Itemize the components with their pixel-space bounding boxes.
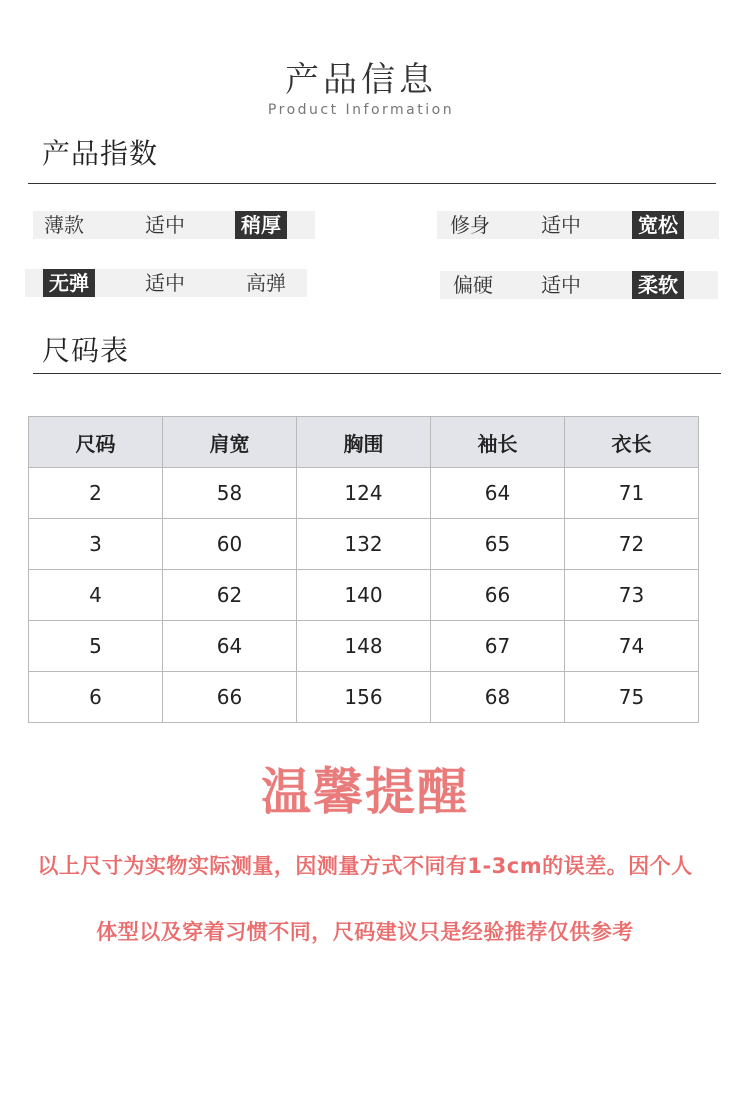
page-subtitle: Product Information [267, 102, 455, 118]
column-header-shoulder: 肩宽 [163, 417, 297, 468]
table-row [29, 621, 699, 672]
fit-scale [437, 211, 719, 239]
cell-sleeve: 66 [431, 570, 565, 621]
cell-length: 74 [565, 621, 699, 672]
cell-shoulder: 60 [163, 519, 297, 570]
thickness-option-thin: 薄款 [44, 213, 84, 237]
column-header-sleeve: 袖长 [431, 417, 565, 468]
softness-option-soft-selected: 柔软 [632, 271, 684, 299]
cell-size: 2 [29, 468, 163, 519]
reminder-note-line-2: 体型以及穿着习惯不同，尺码建议只是经验推荐仅供参考 [96, 920, 634, 944]
thickness-option-thick-selected: 稍厚 [235, 211, 287, 239]
cell-chest: 156 [297, 672, 431, 723]
cell-size: 6 [29, 672, 163, 723]
cell-sleeve: 64 [431, 468, 565, 519]
fit-option-medium: 适中 [541, 213, 581, 237]
size-section-title: 尺码表 [42, 334, 130, 367]
cell-shoulder: 64 [163, 621, 297, 672]
table-row [29, 672, 699, 723]
cell-shoulder: 62 [163, 570, 297, 621]
table-row [29, 519, 699, 570]
elasticity-option-medium: 适中 [145, 271, 185, 295]
column-header-size: 尺码 [29, 417, 163, 468]
cell-chest: 140 [297, 570, 431, 621]
cell-length: 73 [565, 570, 699, 621]
size-section-divider [33, 373, 721, 374]
thickness-option-medium: 适中 [145, 213, 185, 237]
softness-option-hard: 偏硬 [453, 273, 493, 297]
index-section-title: 产品指数 [42, 137, 159, 170]
elasticity-option-high: 高弹 [246, 271, 286, 295]
reminder-title: 温馨提醒 [261, 763, 469, 821]
size-table [28, 416, 699, 723]
cell-chest: 148 [297, 621, 431, 672]
cell-shoulder: 58 [163, 468, 297, 519]
cell-sleeve: 68 [431, 672, 565, 723]
elasticity-scale [25, 269, 307, 297]
size-table-header-row [29, 417, 699, 468]
thickness-scale [33, 211, 315, 239]
index-section-divider [28, 183, 716, 184]
table-row [29, 570, 699, 621]
column-header-chest: 胸围 [297, 417, 431, 468]
cell-length: 75 [565, 672, 699, 723]
softness-option-medium: 适中 [541, 273, 581, 297]
cell-chest: 132 [297, 519, 431, 570]
elasticity-option-none-selected: 无弹 [43, 269, 95, 297]
softness-scale [440, 271, 718, 299]
cell-chest: 124 [297, 468, 431, 519]
fit-option-slim: 修身 [450, 213, 490, 237]
cell-size: 3 [29, 519, 163, 570]
cell-sleeve: 67 [431, 621, 565, 672]
cell-size: 5 [29, 621, 163, 672]
cell-size: 4 [29, 570, 163, 621]
fit-option-loose-selected: 宽松 [632, 211, 684, 239]
page-title: 产品信息 [285, 60, 437, 100]
cell-length: 72 [565, 519, 699, 570]
cell-shoulder: 66 [163, 672, 297, 723]
table-row [29, 468, 699, 519]
reminder-note-line-1: 以上尺寸为实物实际测量，因测量方式不同有1-3cm的误差。因个人 [37, 854, 693, 878]
column-header-length: 衣长 [565, 417, 699, 468]
cell-sleeve: 65 [431, 519, 565, 570]
cell-length: 71 [565, 468, 699, 519]
